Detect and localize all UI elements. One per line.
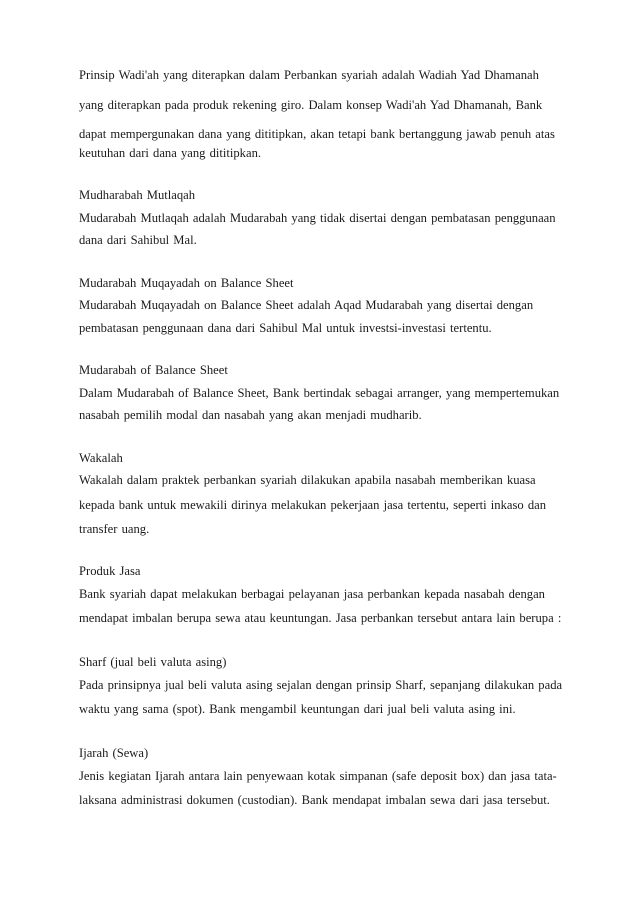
- paragraph-line: kepada bank untuk mewakili dirinya melakukan pekerjaan jasa tertentu, seperti inkaso dan: [79, 498, 547, 512]
- paragraph-line: transfer uang.: [79, 522, 150, 536]
- paragraph-line: Pada prinsipnya jual beli valuta asing sejalan dengan prinsip Sharf, sepanjang dilakukan pada: [79, 678, 563, 692]
- paragraph-line: yang diterapkan pada produk rekening giro. Dalam konsep Wadi'ah Yad Dhamanah, Bank: [79, 98, 543, 112]
- section-heading: Wakalah: [79, 451, 123, 465]
- section-heading: Produk Jasa: [79, 564, 141, 578]
- paragraph-line: Mudarabah Muqayadah on Balance Sheet adalah Aqad Mudarabah yang disertai dengan: [79, 298, 534, 312]
- paragraph-line: dapat mempergunakan dana yang dititipkan, akan tetapi bank bertanggung jawab penuh atas: [79, 127, 555, 141]
- paragraph-line: nasabah pemilih modal dan nasabah yang akan menjadi mudharib.: [79, 408, 422, 422]
- section-heading: Mudharabah Mutlaqah: [79, 188, 196, 202]
- paragraph-line: Mudarabah Mutlaqah adalah Mudarabah yang tidak disertai dengan pembatasan penggunaan: [79, 211, 556, 225]
- section-heading: Mudarabah Muqayadah on Balance Sheet: [79, 276, 294, 290]
- paragraph-line: laksana administrasi dokumen (custodian). Bank mendapat imbalan sewa dari jasa tersebut.: [79, 793, 550, 807]
- paragraph-line: pembatasan penggunaan dana dari Sahibul Mal untuk investsi-investasi tertentu.: [79, 321, 492, 335]
- paragraph-line: Bank syariah dapat melakukan berbagai pelayanan jasa perbankan kepada nasabah dengan: [79, 587, 545, 601]
- section-heading: Ijarah (Sewa): [79, 746, 149, 760]
- section-heading: Mudarabah of Balance Sheet: [79, 363, 228, 377]
- paragraph-line: keutuhan dari dana yang dititipkan.: [79, 146, 262, 160]
- paragraph-line: waktu yang sama (spot). Bank mengambil keuntungan dari jual beli valuta asing ini.: [79, 702, 516, 716]
- paragraph-line: Dalam Mudarabah of Balance Sheet, Bank bertindak sebagai arranger, yang mempertemukan: [79, 386, 560, 400]
- paragraph-line: dana dari Sahibul Mal.: [79, 233, 197, 247]
- paragraph-line: Wakalah dalam praktek perbankan syariah dilakukan apabila nasabah memberikan kuasa: [79, 473, 536, 487]
- paragraph-line: mendapat imbalan berupa sewa atau keuntungan. Jasa perbankan tersebut antara lain berupa :: [79, 611, 562, 625]
- paragraph-line: Prinsip Wadi'ah yang diterapkan dalam Perbankan syariah adalah Wadiah Yad Dhamanah: [79, 68, 539, 82]
- section-heading: Sharf (jual beli valuta asing): [79, 655, 227, 669]
- paragraph-line: Jenis kegiatan Ijarah antara lain penyewaan kotak simpanan (safe deposit box) dan jasa tata-: [79, 769, 557, 783]
